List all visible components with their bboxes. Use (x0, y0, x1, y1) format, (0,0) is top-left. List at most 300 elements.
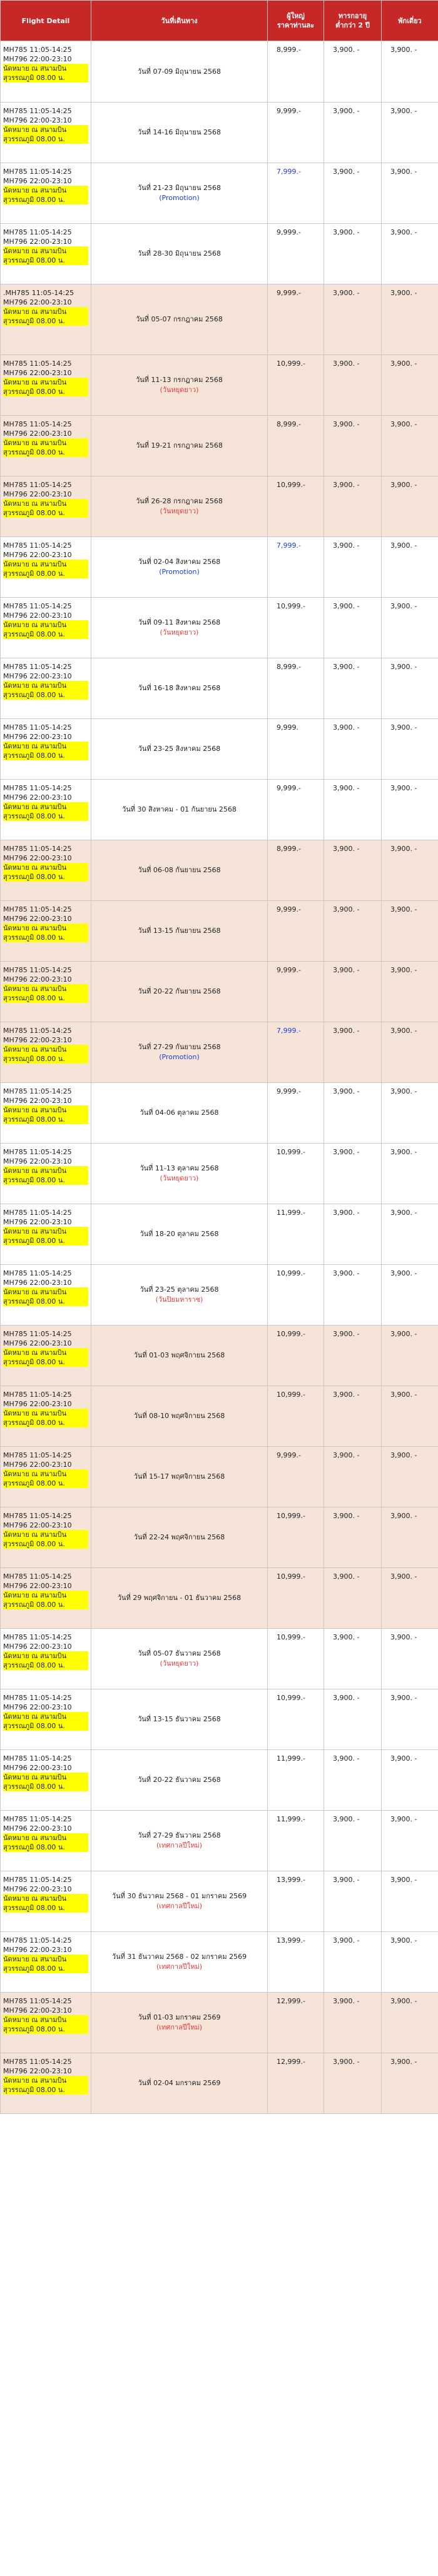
single-supplement: 3,900. - (382, 284, 438, 355)
travel-date: วันที่ 19-21 กรกฎาคม 2568 (136, 441, 223, 450)
travel-date-cell (91, 1629, 268, 1689)
flight-detail-cell (1, 840, 91, 901)
return-flight: MH796 22:00-23:10 (3, 915, 72, 923)
travel-date: วันที่ 27-29 กันยายน 2568 (138, 1043, 221, 1051)
infant-price: 3,900. - (324, 1750, 382, 1811)
infant-price: 3,900. - (324, 355, 382, 416)
meeting-point-note: นัดหมาย ณ สนามบินสุวรรณภูมิ 08.00 น. (3, 742, 88, 760)
date-note: (Promotion) (159, 1053, 200, 1061)
header-infant-price: ทารกอายุ ต่ำกว่า 2 ปี (324, 1, 382, 41)
travel-date-cell (91, 1932, 268, 1993)
adult-price: 8,999.- (268, 658, 324, 719)
infant-price: 3,900. - (324, 780, 382, 840)
meeting-point-note: นัดหมาย ณ สนามบินสุวรรณภูมิ 08.00 น. (3, 1894, 88, 1913)
travel-date-cell (91, 1689, 268, 1750)
table-row (1, 1629, 438, 1689)
table-row (1, 1447, 438, 1507)
infant-price: 3,900. - (324, 1204, 382, 1265)
travel-date-cell (91, 1326, 268, 1386)
flight-detail-cell (1, 1022, 91, 1083)
travel-date-cell (91, 1022, 268, 1083)
travel-date-cell (91, 41, 268, 103)
outbound-flight: MH785 11:05-14:25 (3, 481, 72, 489)
infant-price: 3,900. - (324, 1871, 382, 1932)
flight-detail-cell (1, 1386, 91, 1447)
single-supplement: 3,900. - (382, 1932, 438, 1993)
travel-date: วันที่ 02-04 สิงหาคม 2568 (138, 558, 221, 566)
single-supplement: 3,900. - (382, 537, 438, 598)
return-flight: MH796 22:00-23:10 (3, 854, 72, 862)
outbound-flight: MH785 11:05-14:25 (3, 845, 72, 853)
adult-price: 9,999.- (268, 224, 324, 284)
flight-detail-cell (1, 658, 91, 719)
flight-detail-cell (1, 163, 91, 224)
return-flight: MH796 22:00-23:10 (3, 1885, 72, 1893)
meeting-point-note: นัดหมาย ณ สนามบินสุวรรณภูมิ 08.00 น. (3, 1166, 88, 1185)
return-flight: MH796 22:00-23:10 (3, 1824, 72, 1833)
travel-date: วันที่ 11-13 ตุลาคม 2568 (140, 1164, 219, 1172)
meeting-point-note: นัดหมาย ณ สนามบินสุวรรณภูมิ 08.00 น. (3, 1409, 88, 1427)
travel-date-cell (91, 840, 268, 901)
single-supplement: 3,900. - (382, 416, 438, 476)
travel-date-cell (91, 780, 268, 840)
flight-detail-cell (1, 1265, 91, 1326)
travel-date: วันที่ 31 ธันวาคม 2568 - 02 มกราคม 2569 (111, 1953, 247, 1961)
adult-price: 8,999.- (268, 416, 324, 476)
travel-date: วันที่ 15-17 พฤศจิกายน 2568 (133, 1472, 225, 1481)
table-row (1, 1144, 438, 1204)
meeting-point-note: นัดหมาย ณ สนามบินสุวรรณภูมิ 08.00 น. (3, 2076, 88, 2095)
return-flight: MH796 22:00-23:10 (3, 55, 72, 63)
single-supplement: 3,900. - (382, 1447, 438, 1507)
header-single-supplement: พักเดี่ยว (382, 1, 438, 41)
outbound-flight: MH785 11:05-14:25 (3, 46, 72, 54)
meeting-point-note: นัดหมาย ณ สนามบินสุวรรณภูมิ 08.00 น. (3, 1105, 88, 1124)
meeting-point-note: นัดหมาย ณ สนามบินสุวรรณภูมิ 08.00 น. (3, 1712, 88, 1731)
single-supplement: 3,900. - (382, 1204, 438, 1265)
return-flight: MH796 22:00-23:10 (3, 1582, 72, 1590)
table-body (1, 41, 438, 2114)
meeting-point-note: นัดหมาย ณ สนามบินสุวรรณภูมิ 08.00 น. (3, 2015, 88, 2034)
meeting-point-note: นัดหมาย ณ สนามบินสุวรรณภูมิ 08.00 น. (3, 923, 88, 942)
meeting-point-note: นัดหมาย ณ สนามบินสุวรรณภูมิ 08.00 น. (3, 246, 88, 265)
infant-price: 3,900. - (324, 1507, 382, 1568)
outbound-flight: MH785 11:05-14:25 (3, 420, 72, 428)
date-note: (เทศกาลปีใหม่) (156, 1963, 202, 1971)
meeting-point-note: นัดหมาย ณ สนามบินสุวรรณภูมิ 08.00 น. (3, 378, 88, 396)
outbound-flight: MH785 11:05-14:25 (3, 1936, 72, 1945)
flight-detail-cell (1, 1204, 91, 1265)
outbound-flight: MH785 11:05-14:25 (3, 1572, 72, 1581)
adult-price: 9,999.- (268, 103, 324, 163)
travel-date: วันที่ 20-22 ธันวาคม 2568 (138, 1776, 221, 1784)
infant-price: 3,900. - (324, 658, 382, 719)
meeting-point-note: นัดหมาย ณ สนามบินสุวรรณภูมิ 08.00 น. (3, 64, 88, 83)
flight-detail-cell (1, 1507, 91, 1568)
travel-date-cell (91, 1811, 268, 1871)
travel-date: วันที่ 04-06 ตุลาคม 2568 (140, 1109, 219, 1117)
infant-price: 3,900. - (324, 41, 382, 103)
adult-price: 9,999.- (268, 284, 324, 355)
meeting-point-note: นัดหมาย ณ สนามบินสุวรรณภูมิ 08.00 น. (3, 1591, 88, 1609)
table-row (1, 103, 438, 163)
outbound-flight: MH785 11:05-14:25 (3, 784, 72, 792)
single-supplement: 3,900. - (382, 840, 438, 901)
adult-price: 9,999.- (268, 1447, 324, 1507)
return-flight: MH796 22:00-23:10 (3, 430, 72, 438)
travel-date-cell (91, 476, 268, 537)
return-flight: MH796 22:00-23:10 (3, 1461, 72, 1469)
infant-price: 3,900. - (324, 1629, 382, 1689)
travel-date: วันที่ 27-29 ธันวาคม 2568 (138, 1831, 221, 1839)
infant-price: 3,900. - (324, 1932, 382, 1993)
single-supplement: 3,900. - (382, 2053, 438, 2114)
single-supplement: 3,900. - (382, 355, 438, 416)
flight-detail-cell (1, 598, 91, 658)
table-row (1, 1507, 438, 1568)
flight-detail-cell (1, 901, 91, 962)
infant-price: 3,900. - (324, 1265, 382, 1326)
travel-date-cell (91, 1265, 268, 1326)
date-note: (เทศกาลปีใหม่) (156, 1841, 202, 1849)
outbound-flight: MH785 11:05-14:25 (3, 602, 72, 610)
travel-date-cell (91, 103, 268, 163)
table-row (1, 1204, 438, 1265)
table-row (1, 416, 438, 476)
return-flight: MH796 22:00-23:10 (3, 238, 72, 246)
meeting-point-note: นัดหมาย ณ สนามบินสุวรรณภูมิ 08.00 น. (3, 1833, 88, 1852)
outbound-flight: MH785 11:05-14:25 (3, 1997, 72, 2005)
flight-detail-cell (1, 1932, 91, 1993)
return-flight: MH796 22:00-23:10 (3, 975, 72, 984)
infant-price: 3,900. - (324, 1022, 382, 1083)
single-supplement: 3,900. - (382, 1629, 438, 1689)
adult-price: 9,999.- (268, 901, 324, 962)
return-flight: MH796 22:00-23:10 (3, 490, 72, 498)
table-row (1, 224, 438, 284)
meeting-point-note: นัดหมาย ณ สนามบินสุวรรณภูมิ 08.00 น. (3, 802, 88, 821)
table-row (1, 719, 438, 780)
single-supplement: 3,900. - (382, 1386, 438, 1447)
outbound-flight: MH785 11:05-14:25 (3, 1269, 72, 1277)
travel-date: วันที่ 21-23 มิถุนายน 2568 (138, 184, 221, 192)
return-flight: MH796 22:00-23:10 (3, 1703, 72, 1711)
table-row (1, 1993, 438, 2053)
travel-date: วันที่ 28-30 มิถุนายน 2568 (138, 249, 221, 258)
table-row (1, 1083, 438, 1144)
single-supplement: 3,900. - (382, 1993, 438, 2053)
travel-date: วันที่ 07-09 มิถุนายน 2568 (138, 67, 221, 76)
outbound-flight: MH785 11:05-14:25 (3, 107, 72, 115)
outbound-flight: MH785 11:05-14:25 (3, 541, 72, 550)
travel-date-cell (91, 1144, 268, 1204)
adult-price: 7,999.- (268, 537, 324, 598)
return-flight: MH796 22:00-23:10 (3, 369, 72, 377)
meeting-point-note: นัดหมาย ณ สนามบินสุวรรณภูมิ 08.00 น. (3, 499, 88, 518)
adult-price: 7,999.- (268, 163, 324, 224)
return-flight: MH796 22:00-23:10 (3, 1279, 72, 1287)
adult-price: 9,999.- (268, 962, 324, 1022)
return-flight: MH796 22:00-23:10 (3, 116, 72, 124)
flight-detail-cell (1, 1326, 91, 1386)
outbound-flight: MH785 11:05-14:25 (3, 228, 72, 236)
infant-price: 3,900. - (324, 1083, 382, 1144)
travel-date-cell (91, 1750, 268, 1811)
table-row (1, 840, 438, 901)
single-supplement: 3,900. - (382, 1689, 438, 1750)
single-supplement: 3,900. - (382, 224, 438, 284)
date-note: (วันหยุดยาว) (160, 628, 199, 636)
meeting-point-note: นัดหมาย ณ สนามบินสุวรรณภูมิ 08.00 น. (3, 1045, 88, 1064)
return-flight: MH796 22:00-23:10 (3, 1097, 72, 1105)
outbound-flight: MH785 11:05-14:25 (3, 1330, 72, 1338)
table-row (1, 1022, 438, 1083)
meeting-point-note: นัดหมาย ณ สนามบินสุวรรณภูมิ 08.00 น. (3, 307, 88, 326)
travel-date: วันที่ 05-07 กรกฎาคม 2568 (136, 315, 223, 323)
infant-price: 3,900. - (324, 1993, 382, 2053)
outbound-flight: MH785 11:05-14:25 (3, 1451, 72, 1459)
travel-date-cell (91, 1568, 268, 1629)
flight-detail-cell (1, 1629, 91, 1689)
meeting-point-note: นัดหมาย ณ สนามบินสุวรรณภูมิ 08.00 น. (3, 1955, 88, 1973)
infant-price: 3,900. - (324, 2053, 382, 2114)
return-flight: MH796 22:00-23:10 (3, 1339, 72, 1347)
travel-date: วันที่ 14-16 มิถุนายน 2568 (138, 128, 221, 136)
single-supplement: 3,900. - (382, 1326, 438, 1386)
meeting-point-note: นัดหมาย ณ สนามบินสุวรรณภูมิ 08.00 น. (3, 1469, 88, 1488)
return-flight: MH796 22:00-23:10 (3, 733, 72, 741)
flight-detail-cell (1, 962, 91, 1022)
flight-detail-cell (1, 224, 91, 284)
travel-date: วันที่ 06-08 กันยายน 2568 (138, 866, 221, 874)
adult-price: 10,999.- (268, 1507, 324, 1568)
table-row (1, 1326, 438, 1386)
table-row (1, 1568, 438, 1629)
return-flight: MH796 22:00-23:10 (3, 1218, 72, 1226)
infant-price: 3,900. - (324, 476, 382, 537)
travel-date-cell (91, 1204, 268, 1265)
table-row (1, 780, 438, 840)
travel-date: วันที่ 16-18 สิงหาคม 2568 (138, 684, 221, 692)
outbound-flight: MH785 11:05-14:25 (3, 360, 72, 368)
infant-price: 3,900. - (324, 163, 382, 224)
travel-date-cell (91, 658, 268, 719)
flight-detail-cell (1, 1750, 91, 1811)
return-flight: MH796 22:00-23:10 (3, 672, 72, 680)
travel-date: วันที่ 05-07 ธันวาคม 2568 (138, 1649, 221, 1658)
table-row (1, 1811, 438, 1871)
adult-price: 12,999.- (268, 2053, 324, 2114)
travel-date: วันที่ 01-03 มกราคม 2569 (138, 2013, 221, 2021)
adult-price: 9,999.- (268, 1083, 324, 1144)
adult-price: 7,999.- (268, 1022, 324, 1083)
table-row (1, 1750, 438, 1811)
meeting-point-note: นัดหมาย ณ สนามบินสุวรรณภูมิ 08.00 น. (3, 1773, 88, 1791)
outbound-flight: MH785 11:05-14:25 (3, 1027, 72, 1035)
infant-price: 3,900. - (324, 1326, 382, 1386)
flight-detail-cell (1, 1447, 91, 1507)
flight-detail-cell (1, 41, 91, 103)
table-row (1, 962, 438, 1022)
meeting-point-note: นัดหมาย ณ สนามบินสุวรรณภูมิ 08.00 น. (3, 620, 88, 639)
adult-price: 10,999.- (268, 1144, 324, 1204)
single-supplement: 3,900. - (382, 103, 438, 163)
flight-detail-cell (1, 1811, 91, 1871)
adult-price: 10,999.- (268, 1386, 324, 1447)
outbound-flight: MH785 11:05-14:25 (3, 1694, 72, 1702)
travel-date-cell (91, 598, 268, 658)
infant-price: 3,900. - (324, 901, 382, 962)
meeting-point-note: นัดหมาย ณ สนามบินสุวรรณภูมิ 08.00 น. (3, 560, 88, 578)
adult-price: 10,999.- (268, 355, 324, 416)
travel-date-cell (91, 1386, 268, 1447)
single-supplement: 3,900. - (382, 1083, 438, 1144)
single-supplement: 3,900. - (382, 901, 438, 962)
single-supplement: 3,900. - (382, 1144, 438, 1204)
adult-price: 10,999.- (268, 1265, 324, 1326)
flight-detail-cell (1, 284, 91, 355)
infant-price: 3,900. - (324, 224, 382, 284)
outbound-flight: MH785 11:05-14:25 (3, 1391, 72, 1399)
outbound-flight: MH785 11:05-14:25 (3, 1512, 72, 1520)
meeting-point-note: นัดหมาย ณ สนามบินสุวรรณภูมิ 08.00 น. (3, 438, 88, 457)
outbound-flight: .MH785 11:05-14:25 (3, 289, 74, 297)
single-supplement: 3,900. - (382, 476, 438, 537)
adult-price: 10,999.- (268, 1326, 324, 1386)
travel-date: วันที่ 01-03 พฤศจิกายน 2568 (133, 1351, 225, 1359)
infant-price: 3,900. - (324, 840, 382, 901)
outbound-flight: MH785 11:05-14:25 (3, 1876, 72, 1884)
date-note: (เทศกาลปีใหม่) (156, 1902, 202, 1910)
flight-detail-cell (1, 355, 91, 416)
outbound-flight: MH785 11:05-14:25 (3, 1633, 72, 1641)
return-flight: MH796 22:00-23:10 (3, 1400, 72, 1408)
travel-date: วันที่ 29 พฤศจิกายน - 01 ธันวาคม 2568 (117, 1594, 242, 1602)
return-flight: MH796 22:00-23:10 (3, 1521, 72, 1529)
date-note: (เทศกาลปีใหม่) (156, 2023, 202, 2031)
table-header-row (1, 1, 438, 41)
flight-detail-cell (1, 476, 91, 537)
return-flight: MH796 22:00-23:10 (3, 793, 72, 802)
adult-price: 10,999.- (268, 598, 324, 658)
flight-detail-cell (1, 1083, 91, 1144)
flight-detail-cell (1, 780, 91, 840)
meeting-point-note: นัดหมาย ณ สนามบินสุวรรณภูมิ 08.00 น. (3, 186, 88, 204)
travel-date-cell (91, 224, 268, 284)
table-row (1, 658, 438, 719)
table-row (1, 1265, 438, 1326)
single-supplement: 3,900. - (382, 1265, 438, 1326)
outbound-flight: MH785 11:05-14:25 (3, 723, 72, 732)
travel-date-cell (91, 1447, 268, 1507)
meeting-point-note: นัดหมาย ณ สนามบินสุวรรณภูมิ 08.00 น. (3, 1348, 88, 1367)
date-note: (วันหยุดยาว) (160, 507, 199, 515)
flight-detail-cell (1, 1993, 91, 2053)
infant-price: 3,900. - (324, 103, 382, 163)
infant-price: 3,900. - (324, 1811, 382, 1871)
travel-date: วันที่ 08-10 พฤศจิกายน 2568 (133, 1412, 225, 1420)
travel-date: วันที่ 20-22 กันยายน 2568 (138, 987, 221, 995)
meeting-point-note: นัดหมาย ณ สนามบินสุวรรณภูมิ 08.00 น. (3, 984, 88, 1003)
return-flight: MH796 22:00-23:10 (3, 611, 72, 620)
header-adult-price: ผู้ใหญ่ ราคาท่านละ (268, 1, 324, 41)
travel-date: วันที่ 23-25 ตุลาคม 2568 (140, 1285, 219, 1294)
flight-detail-cell (1, 1568, 91, 1629)
table-row (1, 41, 438, 103)
meeting-point-note: นัดหมาย ณ สนามบินสุวรรณภูมิ 08.00 น. (3, 1227, 88, 1245)
flight-detail-cell (1, 103, 91, 163)
adult-price: 8,999.- (268, 840, 324, 901)
adult-price: 10,999.- (268, 476, 324, 537)
adult-price: 11,999.- (268, 1811, 324, 1871)
infant-price: 3,900. - (324, 416, 382, 476)
adult-price: 9,999. (268, 719, 324, 780)
date-note: (วันหยุดยาว) (160, 1659, 199, 1668)
return-flight: MH796 22:00-23:10 (3, 2006, 72, 2015)
outbound-flight: MH785 11:05-14:25 (3, 1148, 72, 1156)
travel-date-cell (91, 416, 268, 476)
date-note: (วันปิยมหาราช) (155, 1296, 203, 1304)
date-note: (วันหยุดยาว) (160, 386, 199, 394)
table-row (1, 901, 438, 962)
single-supplement: 3,900. - (382, 1568, 438, 1629)
travel-date: วันที่ 23-25 สิงหาคม 2568 (138, 745, 221, 753)
flight-detail-cell (1, 416, 91, 476)
single-supplement: 3,900. - (382, 163, 438, 224)
single-supplement: 3,900. - (382, 1811, 438, 1871)
table-row (1, 355, 438, 416)
travel-date-cell (91, 163, 268, 224)
travel-date: วันที่ 18-20 ตุลาคม 2568 (140, 1230, 219, 1238)
outbound-flight: MH785 11:05-14:25 (3, 168, 72, 176)
meeting-point-note: นัดหมาย ณ สนามบินสุวรรณภูมิ 08.00 น. (3, 863, 88, 882)
return-flight: MH796 22:00-23:10 (3, 177, 72, 185)
outbound-flight: MH785 11:05-14:25 (3, 905, 72, 913)
meeting-point-note: นัดหมาย ณ สนามบินสุวรรณภูมิ 08.00 น. (3, 1651, 88, 1670)
adult-price: 13,999.- (268, 1932, 324, 1993)
flight-detail-cell (1, 1689, 91, 1750)
table-row (1, 537, 438, 598)
adult-price: 10,999.- (268, 1568, 324, 1629)
return-flight: MH796 22:00-23:10 (3, 2067, 72, 2075)
adult-price: 12,999.- (268, 1993, 324, 2053)
travel-date-cell (91, 1993, 268, 2053)
table-row (1, 284, 438, 355)
travel-date-cell (91, 537, 268, 598)
table-row (1, 1689, 438, 1750)
single-supplement: 3,900. - (382, 962, 438, 1022)
single-supplement: 3,900. - (382, 658, 438, 719)
table-row (1, 1871, 438, 1932)
header-travel-date: วันที่เดินทาง (91, 1, 268, 41)
table-row (1, 2053, 438, 2114)
outbound-flight: MH785 11:05-14:25 (3, 1754, 72, 1763)
outbound-flight: MH785 11:05-14:25 (3, 1815, 72, 1823)
single-supplement: 3,900. - (382, 1871, 438, 1932)
table-row (1, 598, 438, 658)
infant-price: 3,900. - (324, 719, 382, 780)
infant-price: 3,900. - (324, 1144, 382, 1204)
travel-date-cell (91, 2053, 268, 2114)
table-row (1, 1386, 438, 1447)
table-row (1, 1932, 438, 1993)
infant-price: 3,900. - (324, 598, 382, 658)
single-supplement: 3,900. - (382, 41, 438, 103)
travel-date-cell (91, 1083, 268, 1144)
infant-price: 3,900. - (324, 1568, 382, 1629)
travel-date: วันที่ 26-28 กรกฎาคม 2568 (136, 497, 223, 505)
return-flight: MH796 22:00-23:10 (3, 1157, 72, 1165)
